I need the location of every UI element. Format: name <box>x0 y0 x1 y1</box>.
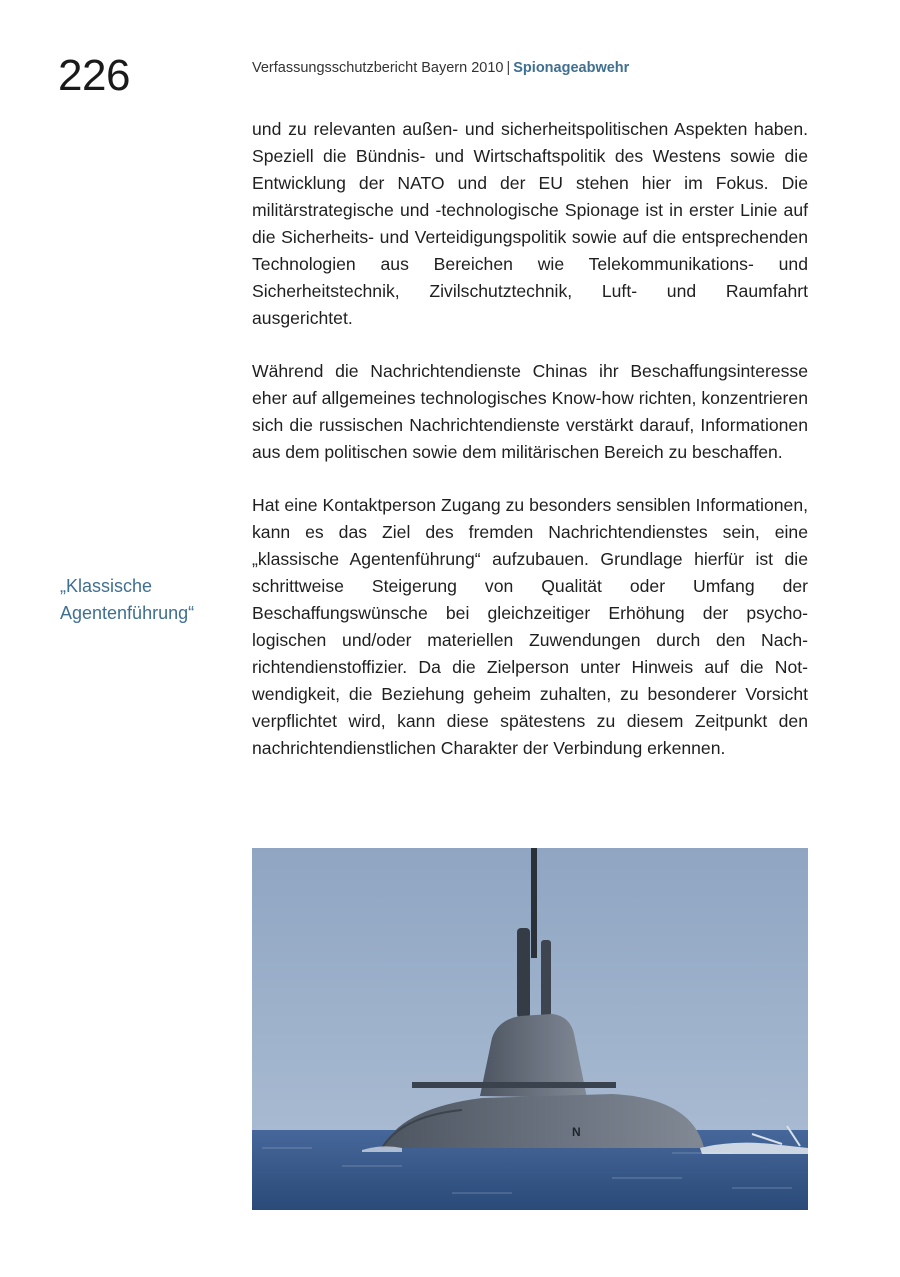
antenna <box>517 928 530 1018</box>
header-separator: | <box>506 60 511 76</box>
hull-marking: N <box>572 1125 581 1139</box>
periscope-mast <box>531 848 537 958</box>
margin-note-line: Agentenführung“ <box>60 603 195 623</box>
margin-note <box>60 573 240 627</box>
running-header <box>252 58 629 78</box>
page-number: 226 <box>58 51 130 100</box>
margin-note-line: „Klassische <box>60 576 153 596</box>
report-title: Verfassungsschutzbericht Bayern 2010 <box>252 60 504 76</box>
body-text <box>252 116 808 788</box>
paragraph: und zu relevanten außen- und sicherheitspolitischen Aspekten haben. Speziell die Bündnis- und Wirtschaftspolitik des Westens sowie die Entwicklung der NATO und der EU stehen hier im Fokus. Die militärstrategische und -technologische Spionage ist in erster Linie auf die Sicherheits- und Verteidigungspolitik sowie auf die entsprechenden Technologien aus Bereichen wie Telekommunikations- und Sicherheitstechnik, Zivilschutztechnik, Luft- und Raumfahrt ausgerichtet. <box>252 119 808 328</box>
section-title: Spionageabwehr <box>513 60 630 76</box>
submarine-photo <box>252 848 808 1210</box>
paragraph: Während die Nachrichtendienste Chinas ihr Beschaffungsinteresse eher auf allgemeines technologisches Know-how richten, konzentrieren sich die russischen Nachrichtendienste verstärkt darauf, Informationen aus dem politischen sowie dem militärischen Bereich zu beschaffen. <box>252 361 808 462</box>
paragraph: Hat eine Kontaktperson Zugang zu besonders sensiblen Informationen, kann es das Ziel des fremden Nachrichtendienstes sein, eine „klassische Agentenführung“ aufzubauen. Grundlage hierfür ist die schrittweise Steigerung von Qualität oder Umfang der Beschaffungswünsche bei gleichzeitiger Erhöhung der psychologischen und/oder materiellen Zuwendungen durch den Nachrichtendienstoffizier. Da die Zielperson unter Hinweis auf die Notwendigkeit, die Beziehung geheim zuhalten, zu besonderer Vorsicht verpflichtet wird, kann diese spätestens zu diesem Zeitpunkt den nachrichtendienstlichen Charakter der Verbindung erkennen. <box>252 495 808 758</box>
diving-plane <box>412 1082 616 1088</box>
